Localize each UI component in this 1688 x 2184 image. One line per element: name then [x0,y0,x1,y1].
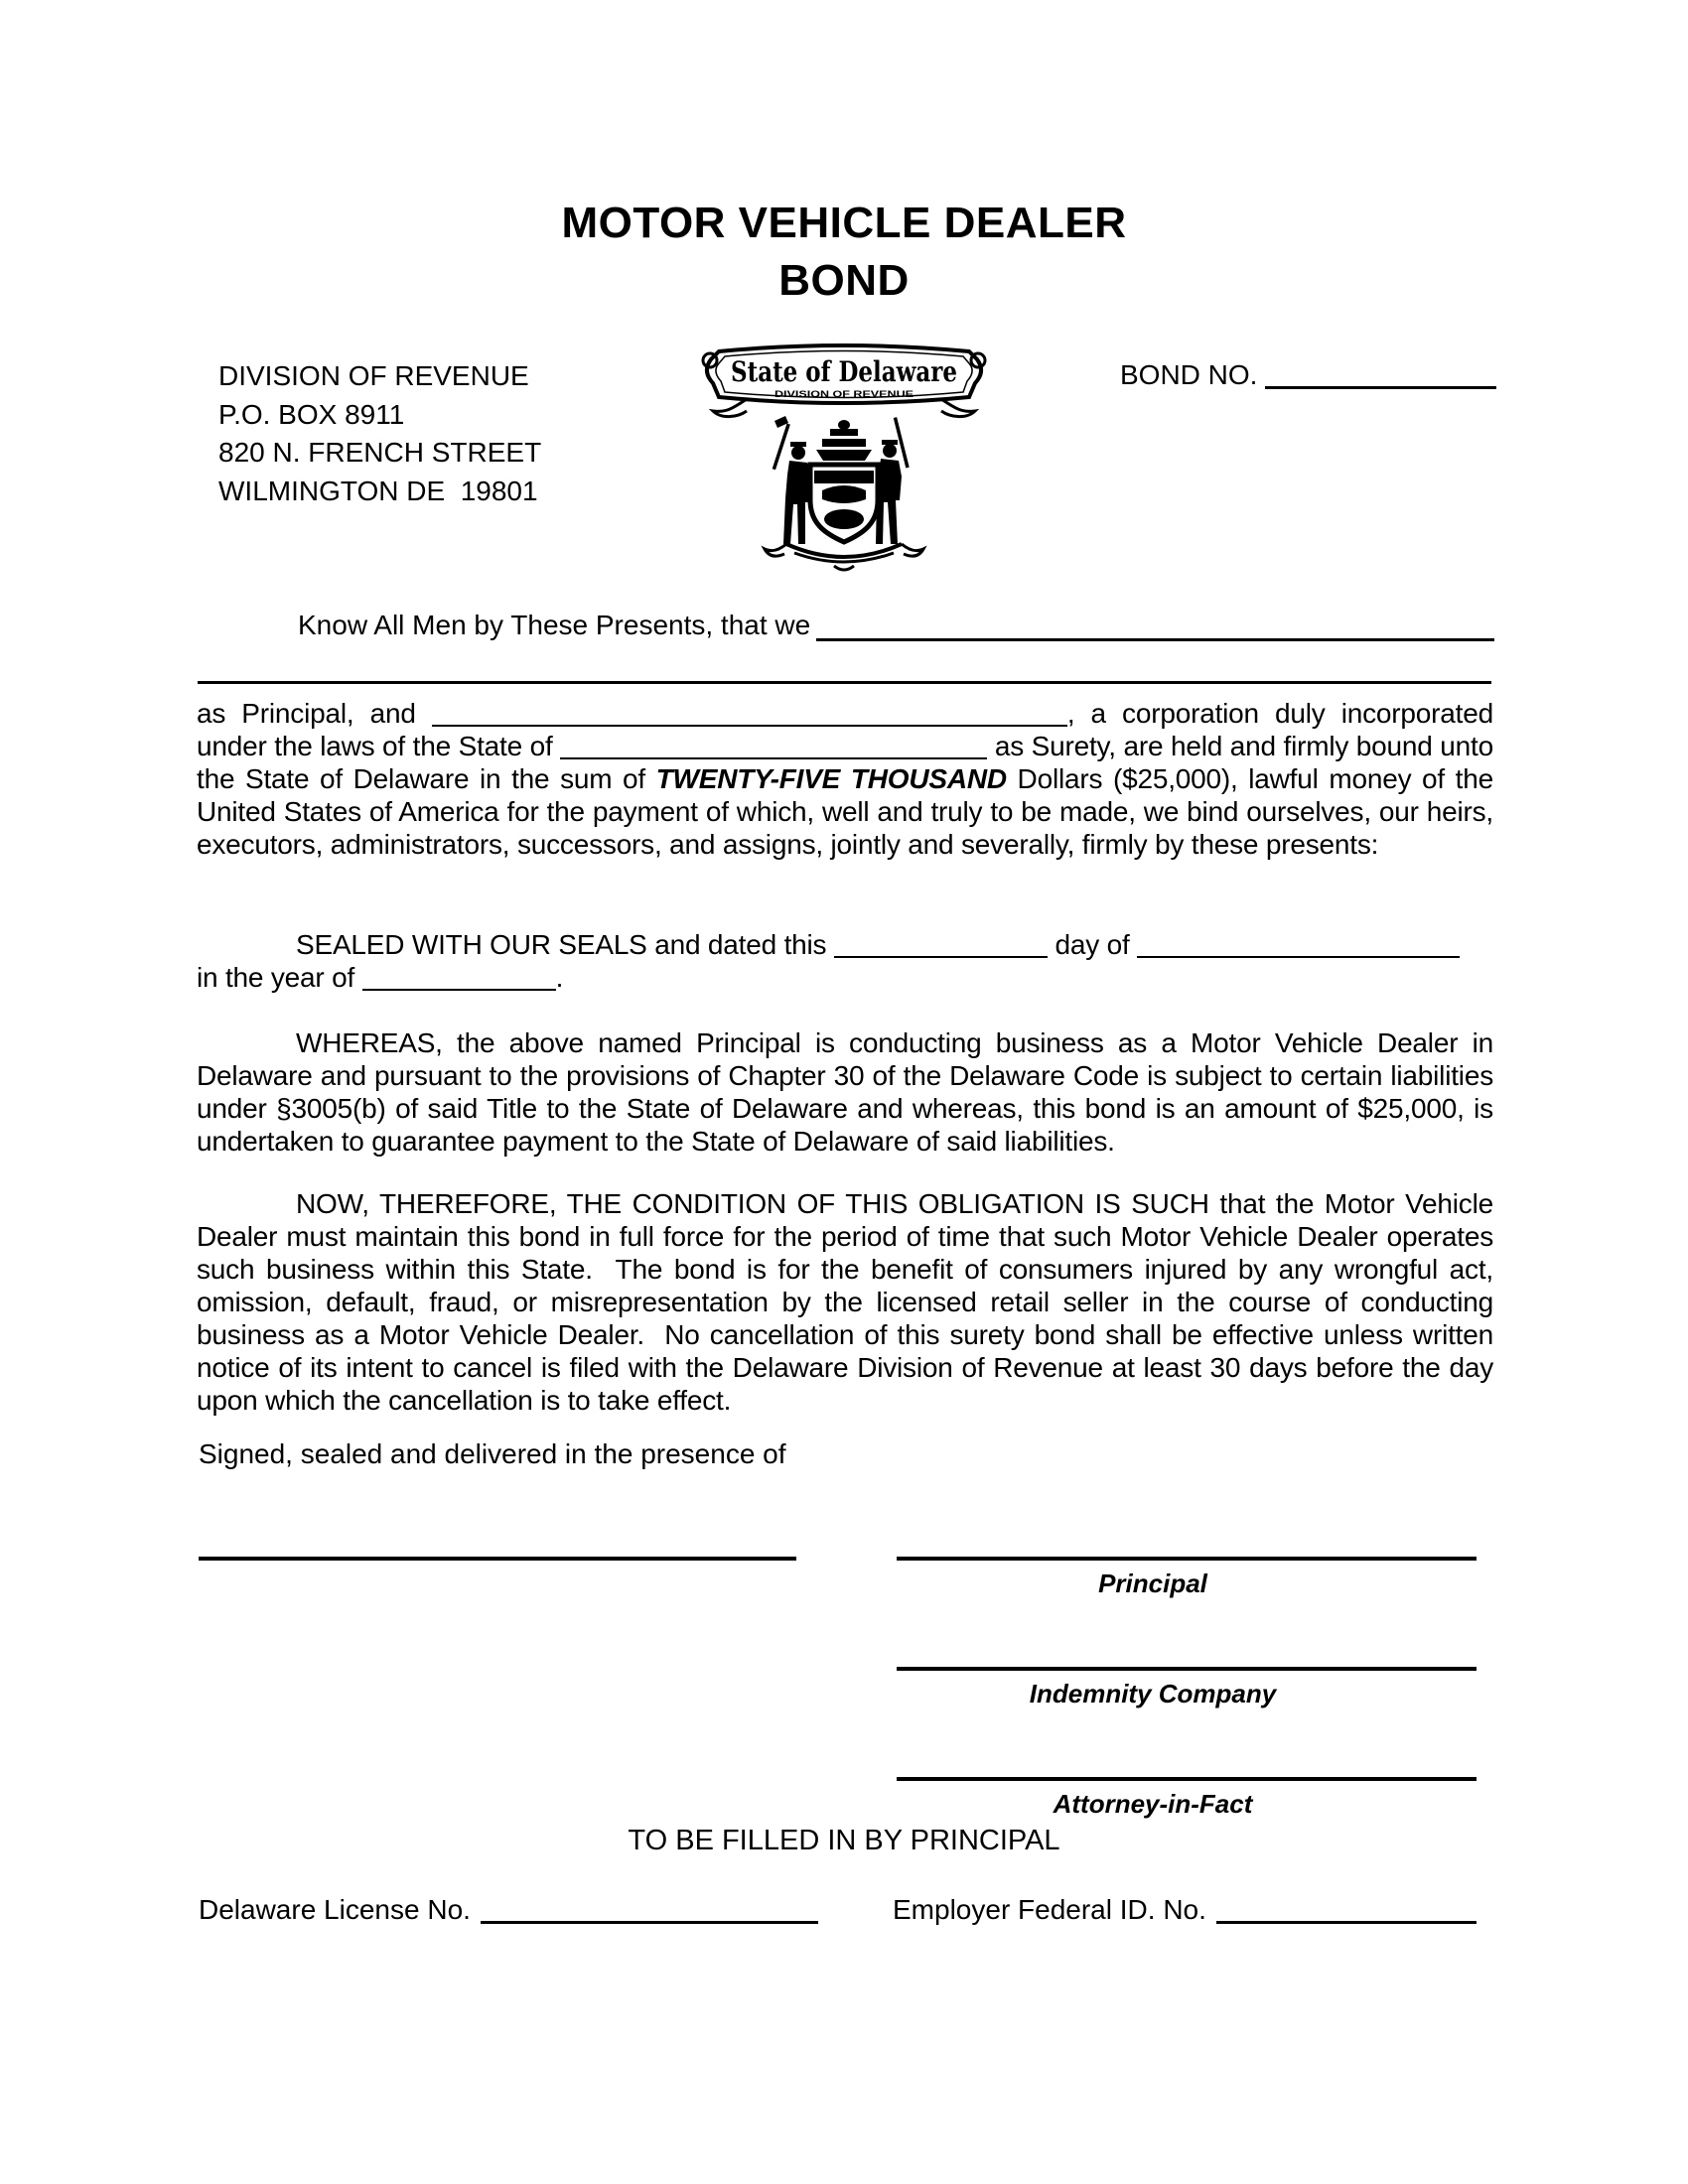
to-be-filled-heading: TO BE FILLED IN BY PRINCIPAL [628,1825,1060,1856]
sealed-line-1 [197,928,1493,961]
paragraph-text: . [555,962,564,993]
paragraph-text: day of [1047,929,1138,960]
delaware-coat-of-arms-icon [695,341,993,582]
principal-surety-paragraph [197,697,1493,861]
paragraph-text: Dollars ($25,000), lawful money of the United States of America for the payment of which, well and truly to be made, we bind ourselves, our heirs, executors, administrators, successors, and assigns, jointly and severally, firmly by these presents: [197,763,1493,860]
delaware-license-label: Delaware License No. [199,1894,471,1925]
paragraph-text: , a corporation duly incorporated under the laws of the State of [197,698,1493,761]
know-all-men-text: Know All Men by These Presents, that we [298,610,811,640]
bond-no-field [1120,359,1496,391]
obligors-name-blank [810,610,1494,642]
seal-subtitle-text: DIVISION OF REVENUE [774,389,914,399]
paragraph-text: as Surety, are held and firmly bound unto the State of Delaware in the sum of [197,731,1493,794]
delaware-license-blank [481,1921,818,1924]
know-all-men-line [298,610,1494,642]
address-line: P.O. BOX 8911 [218,398,405,430]
day-blank [834,956,1048,958]
division-address-block [218,357,541,510]
paragraph-text: as Principal, and [197,698,432,729]
attorney-in-fact-label: Attorney-in-Fact [1053,1789,1253,1819]
address-line: 820 N. FRENCH STREET [218,437,542,468]
footer-fields-row [199,1894,1491,1938]
surety-name-blank [432,725,1067,727]
employer-federal-id-blank [1216,1921,1477,1924]
bond-no-blank [1265,386,1496,389]
whereas-paragraph: WHEREAS, the above named Principal is conducting business as a Motor Vehicle Dealer in Delaware and pursuant to the provisions of Chapter 30 of the Delaware Code is subject to certain liabilities under §3005(b) of said Title to the State of Delaware and whereas, this bond is an amount of $25,000, is undertaken to guarantee payment to the State of Delaware of said liabilities. [197,1027,1493,1157]
now-therefore-paragraph: NOW, THEREFORE, THE CONDITION OF THIS OBLIGATION IS SUCH that the Motor Vehicle Dealer must maintain this bond in full force for the period of time that such Motor Vehicle Dealer operates such business within this State. The bond is for the benefit of consumers injured by any wrongful act, omission, default, fraud, or misrepresentation by the licensed retail seller in the course of conducting business as a Motor Vehicle Dealer. No cancellation of this surety bond shall be effective unless written notice of its intent to cancel is filed with the Delaware Division of Revenue at least 30 days before the day upon which the cancellation is to take effect. [197,1188,1493,1416]
paragraph-text: in the year of [197,962,362,993]
principal-signature-label: Principal [1098,1569,1207,1598]
state-of-delaware-seal [695,341,993,582]
attorney-in-fact-signature-block [897,1777,1477,1820]
sealed-dated-paragraph [197,928,1493,994]
address-line: WILMINGTON DE 19801 [218,475,538,506]
page-title-line2: BOND [778,256,910,305]
employer-federal-id-label: Employer Federal ID. No. [893,1894,1206,1925]
obligors-name-blank-continued [198,653,1491,684]
witness-signature-line [199,1529,796,1561]
bond-no-label: BOND NO. [1120,359,1258,390]
year-blank [362,989,556,991]
paragraph-text: SEALED WITH OUR SEALS and dated this [296,929,834,960]
delaware-license-field [199,1894,818,1926]
seal-title-text: State of Delaware [731,355,957,388]
farmer-figure [773,416,811,544]
page-title-line1: MOTOR VEHICLE DEALER [561,199,1127,247]
signed-sealed-note: Signed, sealed and delivered in the presence of [199,1438,786,1469]
indemnity-company-label: Indemnity Company [1029,1679,1277,1708]
bond-amount-text: TWENTY-FIVE THOUSAND [655,763,1007,794]
indemnity-company-signature-block [897,1667,1477,1709]
sealed-line-2 [197,961,1493,994]
address-line: DIVISION OF REVENUE [218,360,529,391]
month-blank [1137,956,1460,958]
hunter-figure [876,417,910,544]
employer-federal-id-field [893,1894,1477,1926]
state-name-blank [560,757,987,759]
principal-signature-block [897,1557,1477,1599]
page-title [199,195,1489,310]
